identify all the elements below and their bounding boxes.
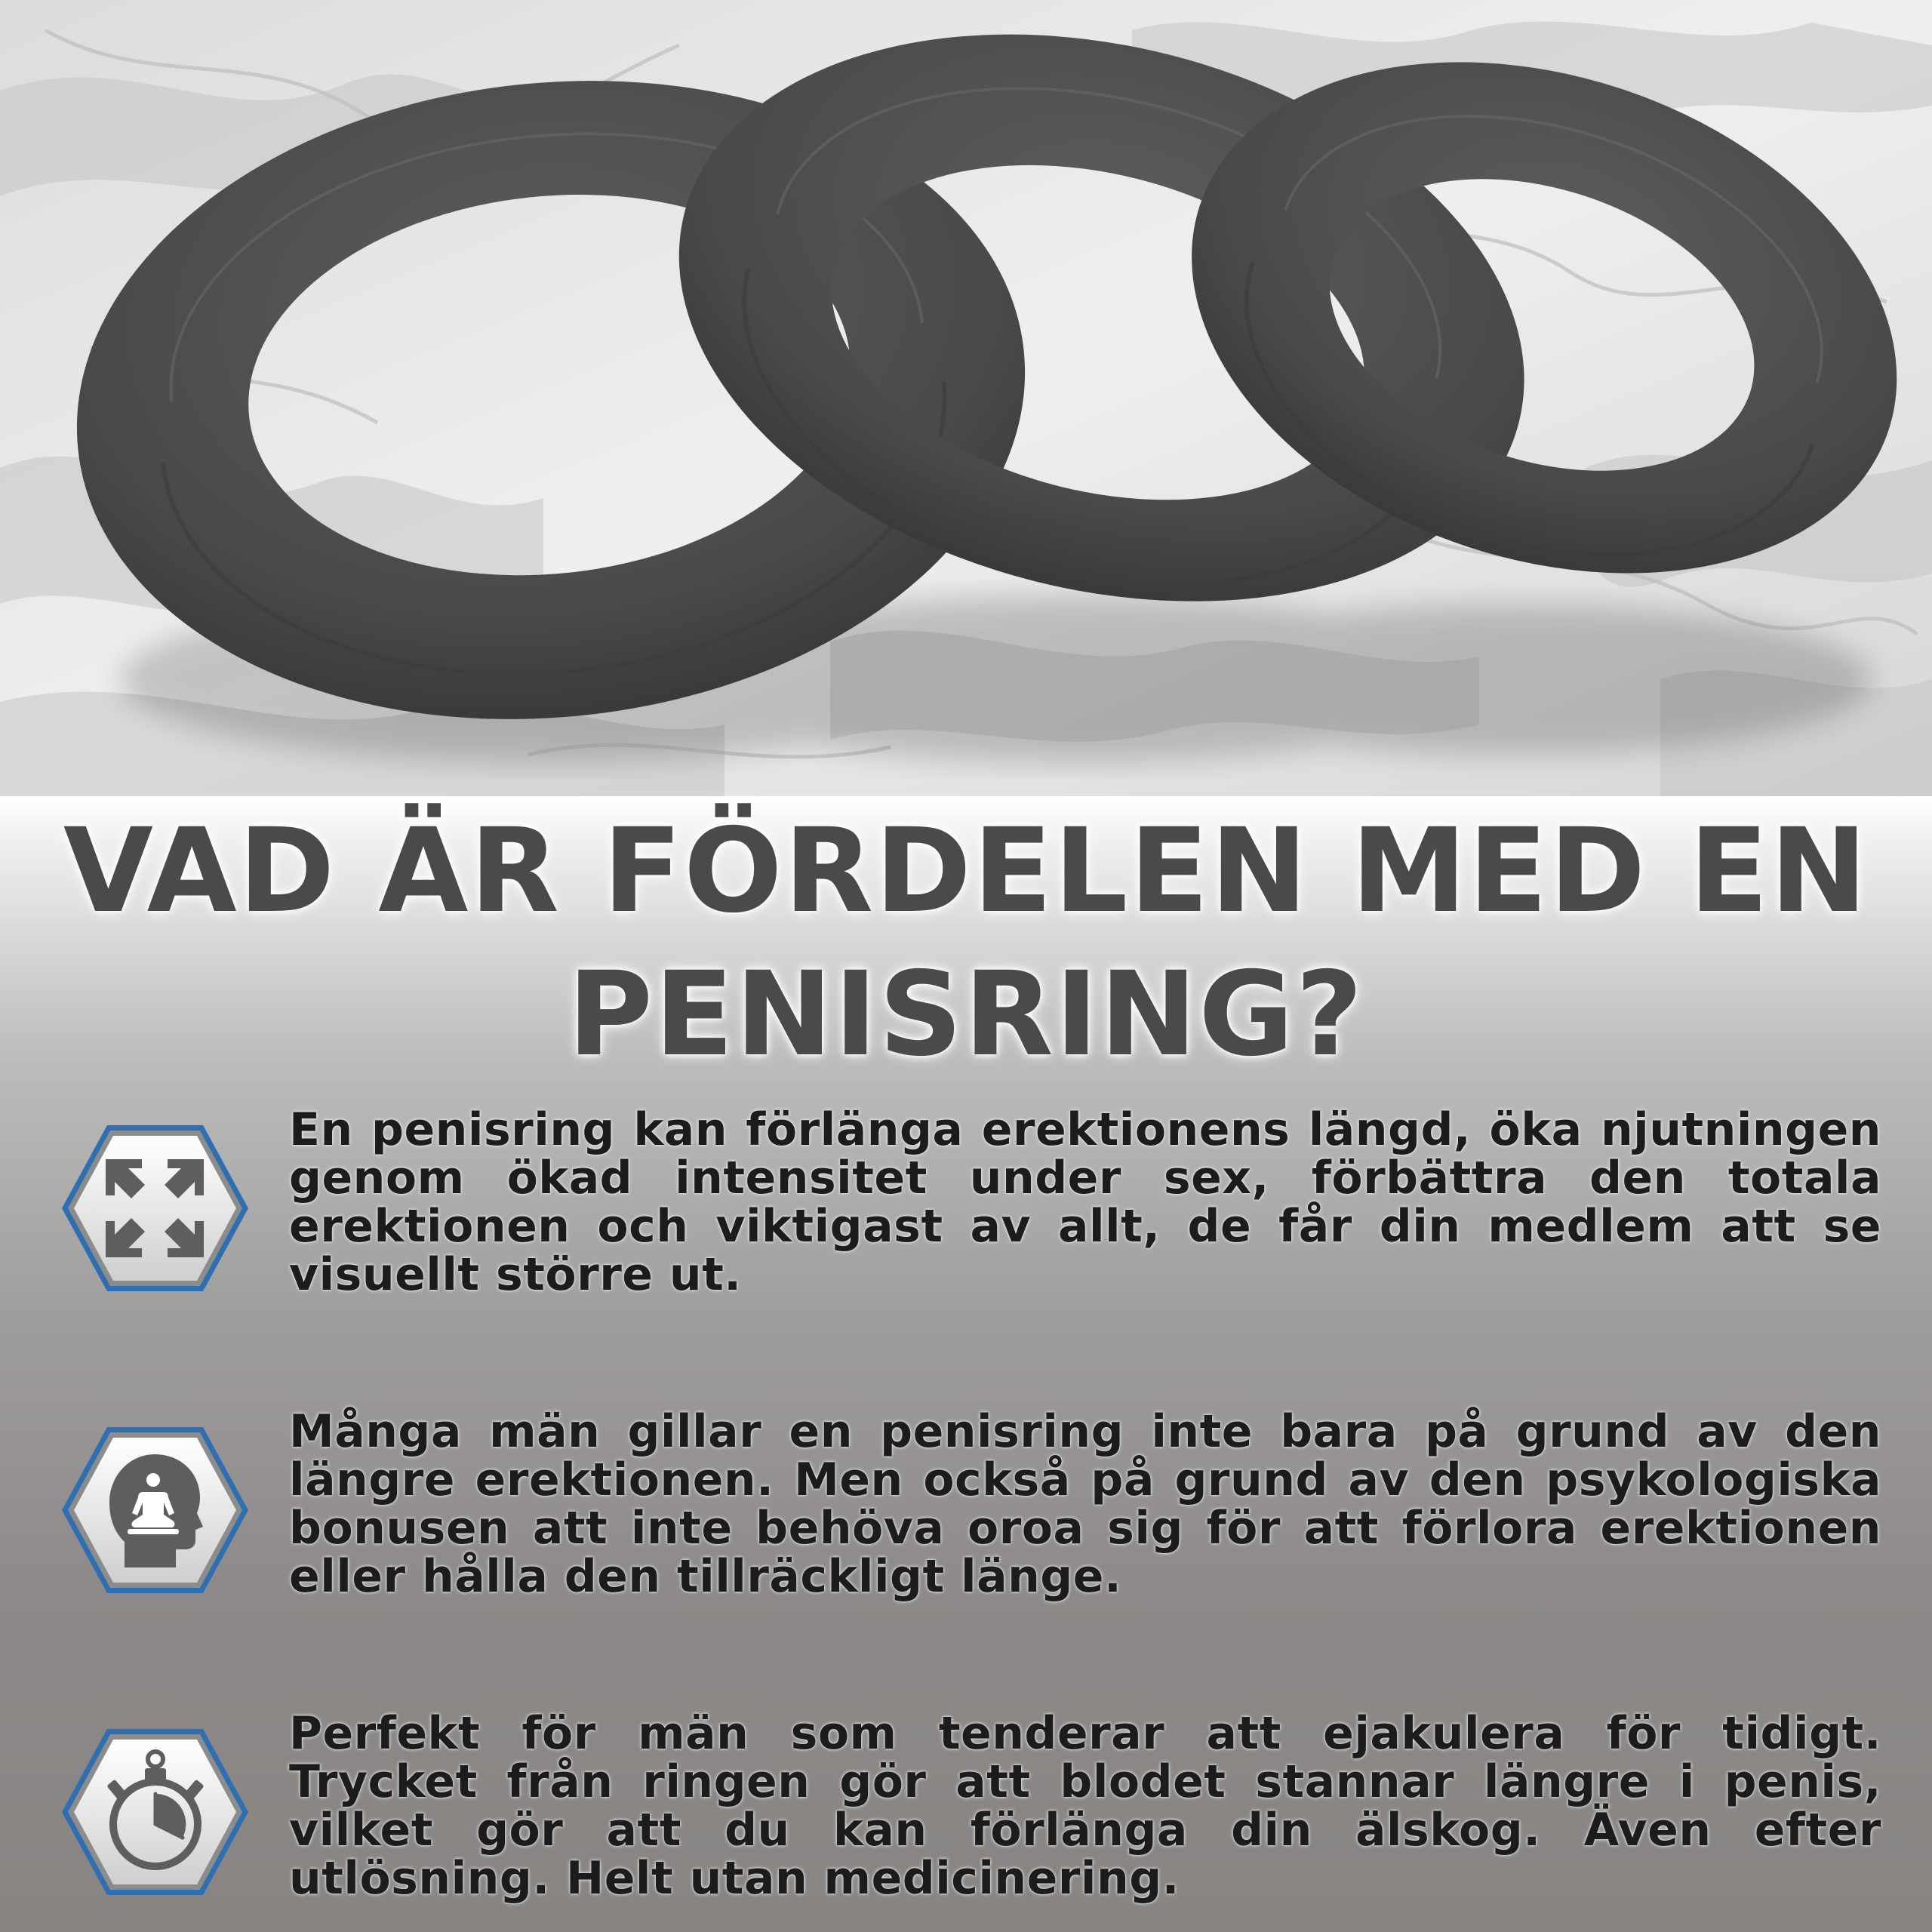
- page-title: [45, 800, 1887, 1087]
- hexagon-badge: [59, 1122, 251, 1294]
- feature-text: Perfekt för män som tenderar att ejakulera för tidigt. Trycket från ringen gör att blodet stannar längre i penis, vilket gör att du kan förlänga din älskog. Även efter utlösning. Helt utan medicinering.: [289, 1707, 1881, 1905]
- meditating-head-icon: [109, 1454, 203, 1567]
- feature-text: En penisring kan förlänga erektionens längd, öka njutningen genom ökad intensitet under sex, förbättra den totala erektionen och viktigast av allt, de får din medlem att se visuellt större ut.: [289, 1103, 1881, 1301]
- feature-text: Många män gillar en penisring inte bara på grund av den längre erektionen. Men också på grund av den psykologiska bonusen att inte behöva oroa sig för att förlora erektionen eller hålla den tillräckligt länge.: [289, 1405, 1881, 1603]
- title-line-2: PENISRING?: [568, 947, 1364, 1082]
- hexagon-badge: [59, 1424, 251, 1596]
- stopwatch-icon: [104, 1749, 207, 1875]
- expand-arrows-icon: [106, 1159, 204, 1257]
- title-line-1: VAD ÄR FÖRDELEN MED EN: [63, 804, 1869, 939]
- product-photo: [0, 0, 1932, 796]
- hexagon-badge: [59, 1726, 251, 1898]
